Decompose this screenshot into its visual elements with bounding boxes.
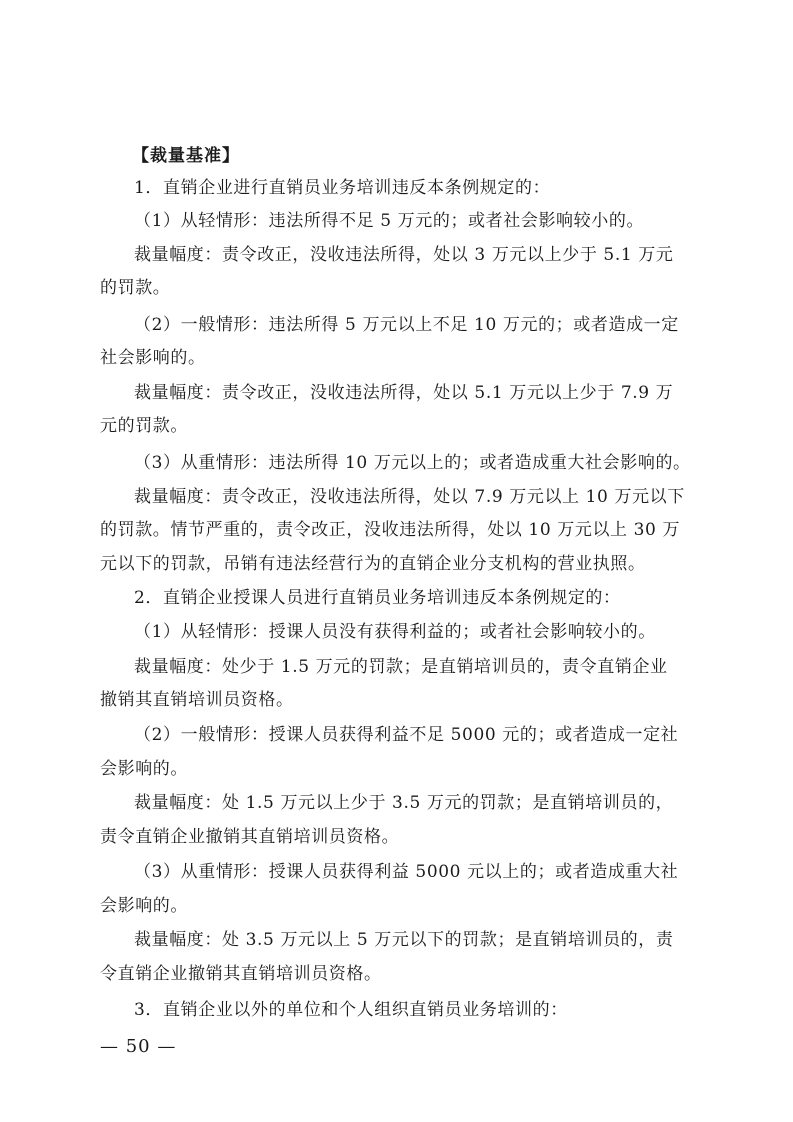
paragraph-line-21: （3）从重情形：授课人员获得利益 5000 元以上的；或者造成重大社 [134,862,679,882]
paragraph-line-25: 3．直销企业以外的单位和个人组织直销员业务培训的： [134,1000,568,1020]
paragraph-line-5: （2）一般情形：违法所得 5 万元以上不足 10 万元的；或者造成一定 [134,315,679,335]
page-number: — 50 — [100,1036,177,1057]
paragraph-line-3: 裁量幅度：责令改正，没收违法所得，处以 3 万元以上少于 5.1 万元 [134,245,674,265]
paragraph-line-15: 裁量幅度：处少于 1.5 万元的罚款；是直销培训员的，责令直销企业 [134,657,668,677]
paragraph-line-16: 撤销其直销培训员资格。 [100,690,294,710]
paragraph-line-23: 裁量幅度：处 3.5 万元以上 5 万元以下的罚款；是直销培训员的，责 [134,930,674,950]
paragraph-line-24: 令直销企业撤销其直销培训员资格。 [100,964,382,984]
paragraph-line-19: 裁量幅度：处 1.5 万元以上少于 3.5 万元的罚款；是直销培训员的， [134,793,674,813]
section-heading: 【裁量基准】 [132,146,240,166]
paragraph-line-9: （3）从重情形：违法所得 10 万元以上的；或者造成重大社会影响的。 [134,453,691,473]
paragraph-line-12: 元以下的罚款，吊销有违法经营行为的直销企业分支机构的营业执照。 [100,554,646,574]
paragraph-line-10: 裁量幅度：责令改正，没收违法所得，处以 7.9 万元以上 10 万元以下 [134,487,685,507]
paragraph-line-13: 2．直销企业授课人员进行直销员业务培训违反本条例规定的： [134,588,621,608]
paragraph-line-20: 责令直销企业撤销其直销培训员资格。 [100,827,400,847]
paragraph-line-22: 会影响的。 [100,896,188,916]
paragraph-line-18: 会影响的。 [100,759,188,779]
paragraph-line-8: 元的罚款。 [100,416,188,436]
paragraph-line-4: 的罚款。 [100,278,171,298]
paragraph-line-14: （1）从轻情形：授课人员没有获得利益的；或者社会影响较小的。 [134,622,656,642]
paragraph-line-6: 社会影响的。 [100,348,206,368]
paragraph-line-1: 1．直销企业进行直销员业务培训违反本条例规定的： [134,178,551,198]
paragraph-line-2: （1）从轻情形：违法所得不足 5 万元的；或者社会影响较小的。 [134,211,645,231]
paragraph-line-7: 裁量幅度：责令改正，没收违法所得，处以 5.1 万元以上少于 7.9 万 [134,383,674,403]
paragraph-line-11: 的罚款。情节严重的，责令改正，没收违法所得，处以 10 万元以上 30 万 [100,520,681,540]
paragraph-line-17: （2）一般情形：授课人员获得利益不足 5000 元的；或者造成一定社 [134,725,679,745]
